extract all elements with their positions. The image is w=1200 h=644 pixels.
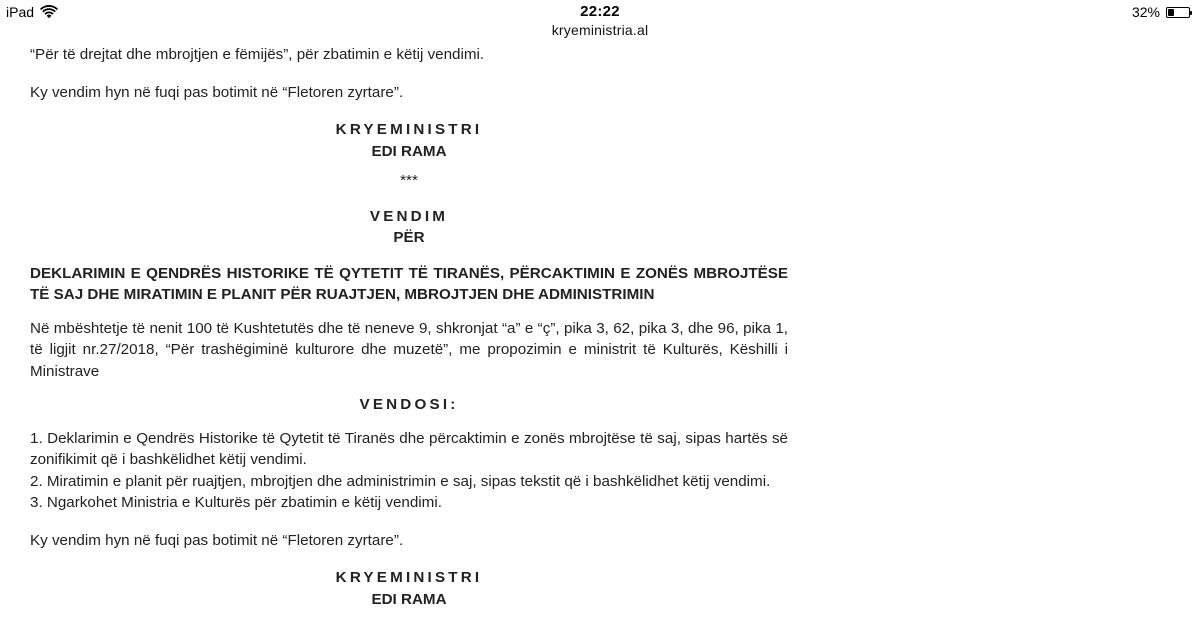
declaration-title: DEKLARIMIN E QENDRËS HISTORIKE TË QYTETIT TË TIRANËS, PËRCAKTIMIN E ZONËS MBROJTËSE TË SAJ DHE MIRATIMIN E PLANIT PËR RUAJTJEN, MBROJTJEN DHE ADMINISTRIMIN [30, 264, 788, 303]
entry-into-force-text: Ky vendim hyn në fuqi pas botimit në “Fletoren zyrtare”. [30, 83, 404, 101]
list-item: 1. Deklarimin e Qendrës Historike të Qytetit të Tiranës dhe përcaktimin e zonës mbrojtëse të saj, sipas hartës së zonifikimit që i bashkëlidhet këtij vendimi. [30, 429, 788, 468]
signature-name: EDI RAMA [371, 142, 447, 160]
signature-name: EDI RAMA [371, 590, 447, 608]
url-bar[interactable]: kryeministria.al [551, 22, 649, 38]
decision-per: PËR [393, 229, 425, 246]
status-time: 22:22 [580, 3, 620, 20]
status-bar [0, 0, 1200, 24]
section-separator: *** [400, 172, 418, 189]
battery-fill [1168, 9, 1174, 16]
battery-icon [1166, 7, 1190, 18]
battery-percent: 32% [1131, 4, 1160, 20]
list-item: 2. Miratimin e planit për ruajtjen, mbrojtjen dhe administrimin e saj, sipas tekstit që i bashkëlidhet këtij vendimi. [30, 472, 771, 490]
signature-title: KRYEMINISTRI [335, 121, 483, 138]
status-right [1132, 4, 1190, 20]
partial-paragraph: “Për të drejtat dhe mbrojtjen e fëmijës”, për zbatimin e këtij vendimi. [30, 46, 485, 63]
legal-basis-paragraph: Në mbështetje të nenit 100 të Kushtetutës dhe të neneve 9, shkronjat “a” e “ç”, pika 3, 62, pika 3, dhe 96, pika 1, të ligjit nr.27/2018, “Për trashëgiminë kulturore dhe muzetë”, me propozimin e ministrit të Kulturës, Këshilli i Ministrave [30, 319, 788, 380]
decision-items [30, 428, 788, 514]
list-item: 3. Ngarkohet Ministria e Kulturës për zbatimin e këtij vendimi. [30, 494, 442, 511]
decides-heading: VENDOSI: [359, 396, 459, 413]
entry-into-force-text: Ky vendim hyn në fuqi pas botimit në “Fletoren zyrtare”. [30, 531, 404, 549]
device-name: iPad [6, 4, 35, 20]
document-content [30, 44, 788, 610]
signature-title: KRYEMINISTRI [335, 569, 483, 586]
decision-heading: VENDIM [369, 207, 449, 225]
